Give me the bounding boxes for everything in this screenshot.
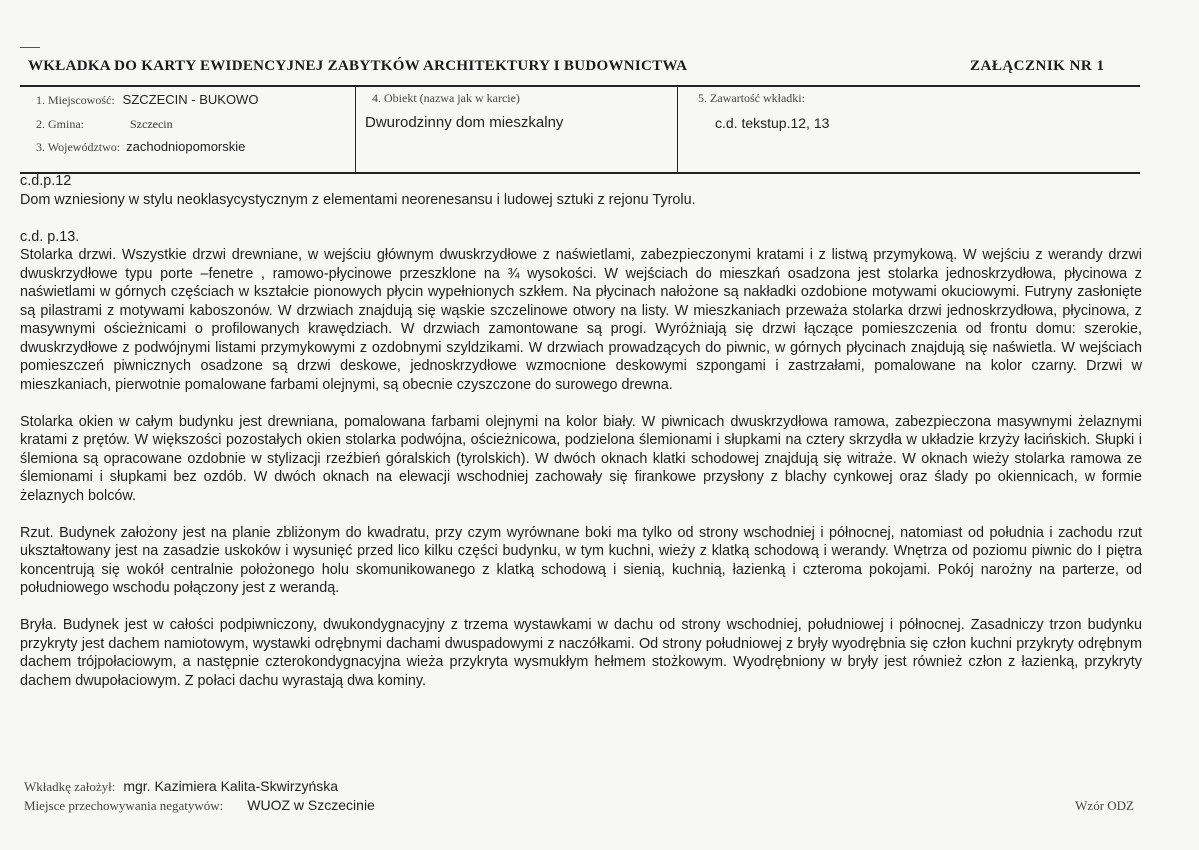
style-paragraph: Dom wzniesiony w stylu neoklasycystycznym z elementami neorenesansu i ludowej sztuki z rejonu Tyrolu. [20, 191, 696, 208]
info-table [20, 85, 1140, 174]
object-label: 4. Obiekt (nazwa jak w karcie) [372, 91, 520, 105]
object-value: Dwurodzinny dom mieszkalny [365, 114, 564, 131]
commune-field [36, 115, 173, 133]
storage-field [24, 797, 375, 815]
author-value: mgr. Kazimiera Kalita-Skwirzyńska [123, 778, 339, 794]
template-label: Wzór ODZ [1075, 798, 1134, 813]
locality-field [36, 91, 258, 109]
voivodeship-field [36, 138, 245, 156]
section-heading: c.d.p.12 [20, 173, 72, 189]
column-divider [677, 87, 678, 172]
windows-paragraph: Stolarka okien w całym budynku jest drewniana, pomalowana farbami olejnymi na kolor biały. W piwnicach dwuskrzydłowa ramowa, zabezpieczona masywnymi żelaznymi kratami z prętów. W większości pozostałych okien stolarka podwójna, ościeżnicowa, podzielona ślemionami i słupkami na cztery skrzydła w układzie krzyży łacińskich. Słupki i ślemiona są opracowane ozdobnie w stylizacji rzeźbień góralskich (tyrolskich). W dwóch oknach klatki schodowej znajdują się witraże. W oknach wieży stolarka ramowa ze ślemionami i słupkami bez ozdób. W dwóch oknach na elewacji wschodniej zachowały się firankowe przysłony z blachy cynkowej oraz ślady po okiennicach, w formie żelaznych bolców. [20, 413, 1142, 504]
doors-paragraph: Stolarka drzwi. Wszystkie drzwi drewniane, w wejściu głównym dwuskrzydłowe z naświetlami, zabezpieczonymi kratami i z listwą przymykową. W wejściu z werandy drzwi dwuskrzydłowe typu porte –fenetre , ramowo-płycinowe przeszklone na ¾ wysokości. W wejściach do mieszkań osadzona jest stolarka jednoskrzydłowa, płycinowa z naświetlami w górnych częściach w kształcie pionowych płycin wypełnionych szkłem. Na płycinach nałożone są nakładki ozdobione motywami okuciowymi. Futryny zasłonięte są pilastrami z motywami kaboszonów. W drzwiach znajdują się wąskie szczelinowe otwory na listy. W mieszkaniach przeważa stolarka drzwi jednoskrzydłowa, płycinowa, z masywnymi ościeżnicami o profilowanych krawędziach. W drzwiach zamontowane są progi. Wyróżniają się drzwi łączące pomieszczenia od frontu domu: szerokie, dwuskrzydłowe z podwójnymi listami przymykowymi z ozdobnymi szyldzikami. W drzwiach prowadzących do piwnic, w górnych płycinach znajdują się naświetla. W wejściach pomieszczeń piwnicznych osadzone są drzwi deskowe, jednoskrzydłowe wzmocnione deskowymi szpongami i zastrzałami, pomalowane na kolor czarny. Drzwi w mieszkaniach, pierwotnie pomalowane farbami olejnymi, są obecnie czyszczone do surowego drewna. [20, 247, 1142, 393]
storage-label: Miejsce przechowywania negatywów: [24, 798, 224, 813]
commune-value: Szczecin [130, 117, 173, 131]
commune-label: 2. Gmina: [36, 117, 84, 131]
locality-value: SZCZECIN - BUKOWO [122, 92, 259, 107]
storage-value: WUOZ w Szczecinie [247, 797, 375, 813]
form-title: WKŁADKA DO KARTY EWIDENCYJNEJ ZABYTKÓW ARCHITEKTURY I BUDOWNICTWA [28, 58, 688, 74]
annex-label: ZAŁĄCZNIK NR 1 [970, 58, 1105, 74]
footer [24, 778, 1134, 828]
plan-paragraph: Rzut. Budynek założony jest na planie zbliżonym do kwadratu, przy czym wyrównane boki ma tylko od strony wschodniej i północnej, natomiast od południa i zachodu rzut ukształtowany jest na zasadzie uskoków i wysunięć przed lico kilku części budynku, w tym kuchni, wieży z klatką schodową i werandy. Wnętrza od poziomu piwnic do I piętra koncentrują się wokół centralnie położonego holu skomunikowanego z klatką schodową i sienią, kuchnią, łazienką i czteroma pokojami. Pokój narożny na parterze, od południowego wschodu połączony jest z werandą. [20, 524, 1142, 596]
column-divider [355, 87, 356, 172]
contents-label: 5. Zawartość wkładki: [698, 91, 805, 105]
contents-value: c.d. tekstup.12, 13 [715, 115, 830, 131]
section-heading: c.d. p.13. [20, 228, 80, 245]
mass-paragraph: Bryła. Budynek jest w całości podpiwniczony, dwukondygnacyjny z trzema wystawkami w dachu od strony wschodniej, południowej i północnej. Zasadniczy trzon budynku przykryty jest dachem namiotowym, wystawki odrębnymi dachami dwuspadowymi z naczółkami. Od strony południowej z bryły wyodrębnia się człon kuchni przykryty odrębnym dachem trójpołaciowym, a następnie czterokondygnacyjna wieża przykryta wysmukłym hełmem stożkowym. Wyodrębniony w bryły jest również człon z łazienką, przykryty dachem dwupołaciowym. Z połaci dachu wyrastają dwa kominy. [20, 617, 1142, 689]
locality-label: 1. Miejscowość: [36, 93, 115, 107]
document-body [20, 172, 1142, 690]
voivodeship-label: 3. Województwo: [36, 140, 121, 154]
corner-tick-mark [20, 47, 40, 48]
voivodeship-value: zachodniopomorskie [126, 139, 246, 154]
author-field [24, 778, 338, 796]
author-label: Wkładkę założył: [24, 779, 116, 794]
